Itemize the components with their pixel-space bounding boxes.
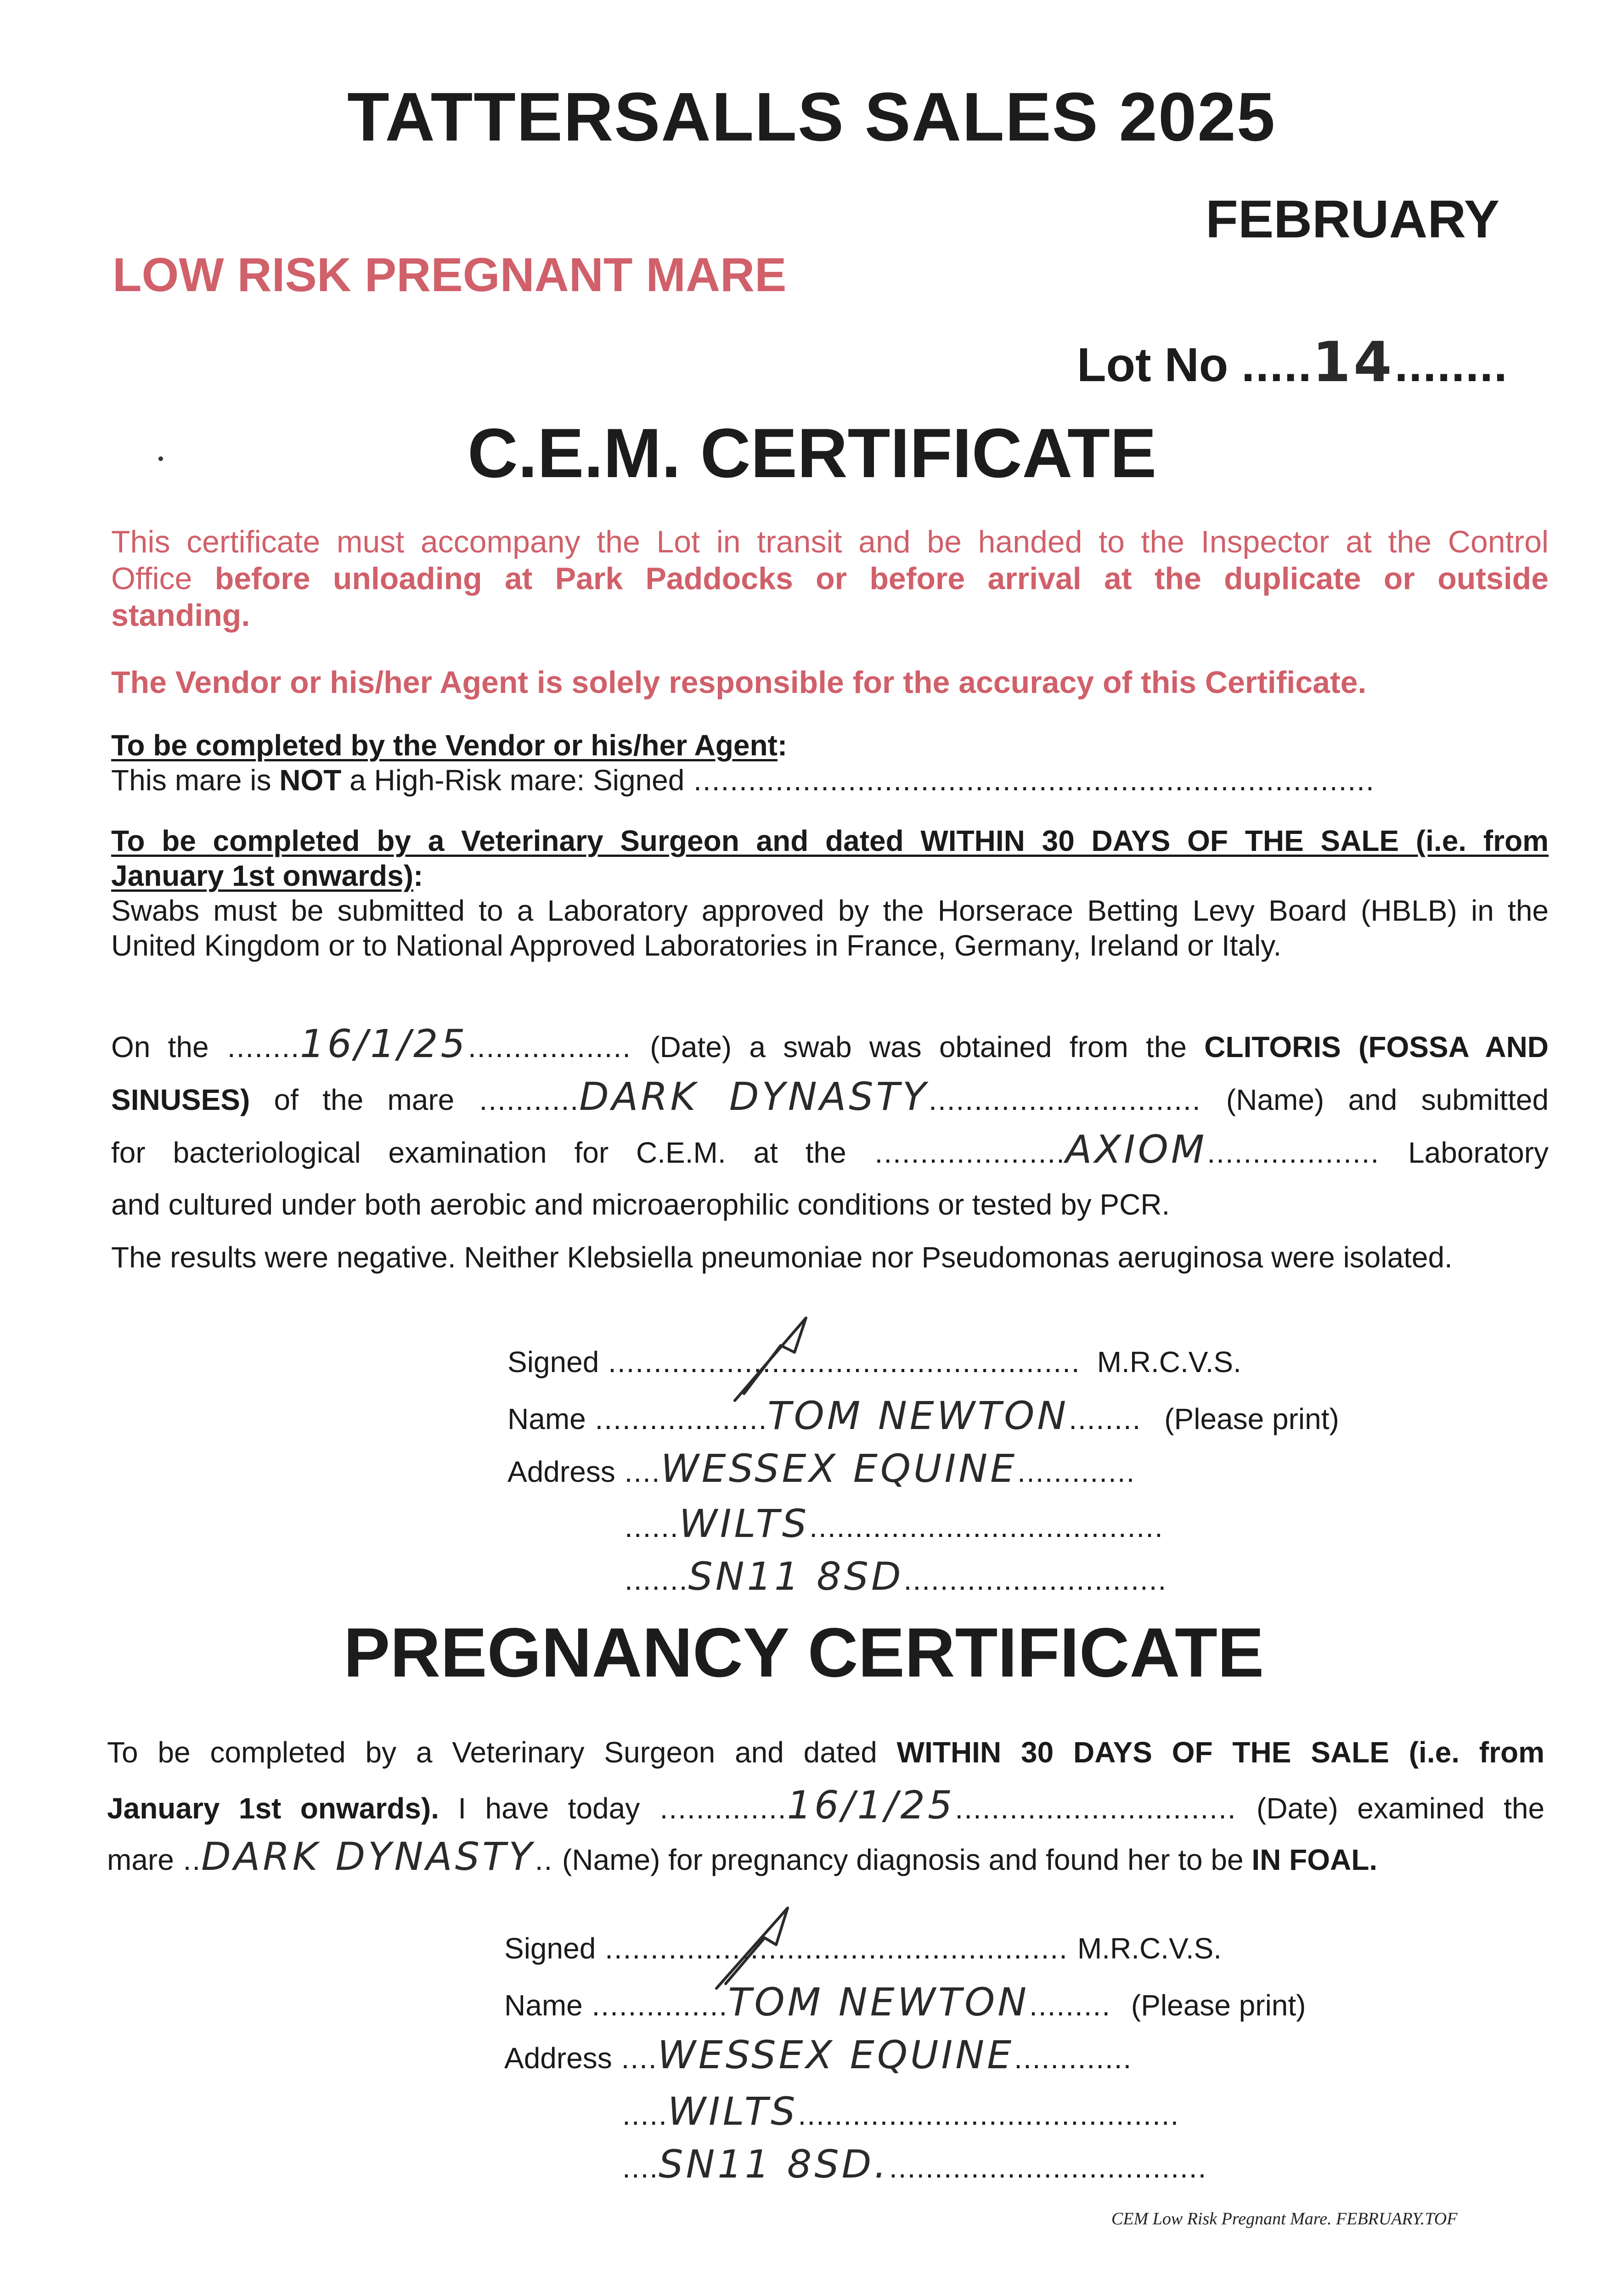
preg-signature-mark: [707, 1901, 799, 1993]
preg-please-print: (Please print): [1131, 1989, 1306, 2022]
laboratory-line: for bacteriological examination for C.E.M. at the .....................AXIOM................... Laboratory: [111, 1127, 1549, 1172]
swab-date-handwritten[interactable]: 16/1/25: [300, 1021, 468, 1066]
pregnancy-date-handwritten[interactable]: 16/1/25: [787, 1783, 955, 1828]
cultured-line: and cultured under both aerobic and microaerophilic conditions or tested by PCR.: [111, 1188, 1170, 1221]
cem-signature-mark: [726, 1313, 817, 1405]
cem-name-label: Name: [507, 1402, 586, 1435]
lot-label: Lot No: [1077, 338, 1229, 392]
cem-mrcvs: M.R.C.V.S.: [1097, 1345, 1241, 1379]
cem-address-line-3[interactable]: SN11 8SD: [688, 1554, 904, 1599]
cem-intro-line-1: This certificate must accompany the Lot in transit and be handed to the Inspector at the Control: [111, 524, 1549, 559]
cem-address-line-1[interactable]: WESSEX EQUINE: [660, 1446, 1018, 1491]
swab-line-1: Swabs must be submitted to a Laboratory approved by the Horserace Betting Levy Board (HBLB) in the: [111, 894, 1549, 927]
scan-speck: [158, 456, 163, 461]
pregnancy-line-1: To be completed by a Veterinary Surgeon and dated WITHIN 30 DAYS OF THE SALE (i.e. from: [107, 1736, 1545, 1769]
results-line: The results were negative. Neither Klebsiella pneumoniae nor Pseudomonas aeruginosa were isolated.: [111, 1241, 1453, 1274]
cem-address-line-2[interactable]: WILTS: [679, 1501, 810, 1546]
cem-certificate-title: C.E.M. CERTIFICATE: [468, 414, 1157, 492]
pregnancy-line-3: mare ..DARK DYNASTY.. (Name) for pregnancy diagnosis and found her to be IN FOAL.: [107, 1834, 1378, 1879]
preg-address-line-1[interactable]: WESSEX EQUINE: [657, 2032, 1014, 2077]
preg-signed-label: Signed: [504, 1932, 596, 1965]
preg-signed-row: [504, 1931, 1222, 1966]
pregnancy-certificate-title: PREGNANCY CERTIFICATE: [344, 1614, 1264, 1692]
cem-address-row-3: .......SN11 8SD.............................: [625, 1554, 1167, 1599]
sale-month: FEBRUARY: [1206, 189, 1500, 249]
cem-intro: [111, 523, 1549, 634]
cem-address-row: Address ....WESSEX EQUINE.............: [507, 1446, 1136, 1491]
preg-address-row-2: .....WILTS..........................................: [622, 2089, 1180, 2134]
cem-name-row: Name ...................TOM NEWTON........ (Please print): [507, 1393, 1339, 1438]
vendor-signature-dots[interactable]: ...........................................................................: [684, 764, 1375, 797]
lot-number-row: [1077, 331, 1508, 394]
preg-name-label: Name: [504, 1989, 583, 2022]
vendor-responsibility-note: The Vendor or his/her Agent is solely responsible for the accuracy of this Certificate.: [111, 665, 1367, 700]
laboratory-name-handwritten[interactable]: AXIOM: [1065, 1127, 1207, 1172]
cem-intro-bold: before unloading at Park Paddocks or before arrival at the duplicate or outside: [214, 561, 1549, 596]
preg-address-label: Address: [504, 2042, 612, 2075]
lot-dots-after: ........: [1394, 338, 1508, 392]
cem-intro-line-3: standing.: [111, 598, 250, 633]
swab-date-line: On the ........16/1/25.................. (Date) a swab was obtained from the CLITORIS (FOSSA AND: [111, 1021, 1549, 1066]
swab-line-2: United Kingdom or to National Approved Laboratories in France, Germany, Ireland or Italy.: [111, 929, 1282, 962]
preg-address-line-3[interactable]: SN11 8SD.: [659, 2142, 890, 2187]
cem-signed-row: [507, 1345, 1241, 1379]
pregnancy-mare-name-handwritten[interactable]: DARK DYNASTY: [201, 1834, 535, 1879]
preg-address-line-2[interactable]: WILTS: [667, 2089, 798, 2134]
vet-heading-line-2: January 1st onwards):: [111, 859, 423, 892]
in-foal-result: IN FOAL.: [1251, 1843, 1378, 1876]
preg-address-row-3: ....SN11 8SD....................................: [622, 2142, 1207, 2187]
preg-address-row: Address ....WESSEX EQUINE.............: [504, 2032, 1133, 2077]
preg-name-row: Name ...............TOM NEWTON......... (Please print): [504, 1980, 1306, 2025]
preg-mrcvs: M.R.C.V.S.: [1077, 1932, 1222, 1965]
vet-heading-line-1: To be completed by a Veterinary Surgeon and dated WITHIN 30 DAYS OF THE SALE (i.e. from: [111, 824, 1549, 857]
cem-intro-line-2: [111, 560, 1549, 597]
lot-dots: .....: [1241, 338, 1313, 392]
page-title: TATTERSALLS SALES 2025: [347, 78, 1276, 155]
preg-signature-field[interactable]: ...................................................: [596, 1932, 1068, 1965]
cem-vet-name-handwritten[interactable]: TOM NEWTON: [767, 1393, 1069, 1438]
form-reference: CEM Low Risk Pregnant Mare. FEBRUARY.TOF: [1111, 2209, 1458, 2228]
risk-category-label: LOW RISK PREGNANT MARE: [113, 248, 787, 302]
cem-signature-field[interactable]: ....................................................: [599, 1345, 1081, 1379]
pregnancy-line-2: January 1st onwards). I have today ..............16/1/25............................... (Date) examined the: [107, 1783, 1545, 1828]
cem-please-print: (Please print): [1164, 1402, 1339, 1435]
lot-number-handwritten: 14: [1312, 331, 1395, 394]
cem-intro-office: Office: [111, 561, 192, 596]
vendor-heading: To be completed by the Vendor or his/her Agent:: [111, 729, 788, 762]
vet-section: [111, 823, 1549, 963]
cem-address-row-2: ......WILTS.......................................: [625, 1501, 1164, 1546]
cem-signed-label: Signed: [507, 1345, 599, 1379]
mare-name-handwritten[interactable]: DARK DYNASTY: [579, 1074, 929, 1119]
not-high-risk-line: This mare is NOT a High-Risk mare: Signed ...........................................................................: [111, 764, 1375, 797]
preg-vet-name-handwritten[interactable]: TOM NEWTON: [728, 1980, 1030, 2025]
vendor-section: [111, 728, 1549, 798]
mare-name-line: SINUSES) of the mare ...........DARK DYNASTY.............................. (Name) and submitted: [111, 1074, 1549, 1119]
cem-address-label: Address: [507, 1455, 615, 1488]
